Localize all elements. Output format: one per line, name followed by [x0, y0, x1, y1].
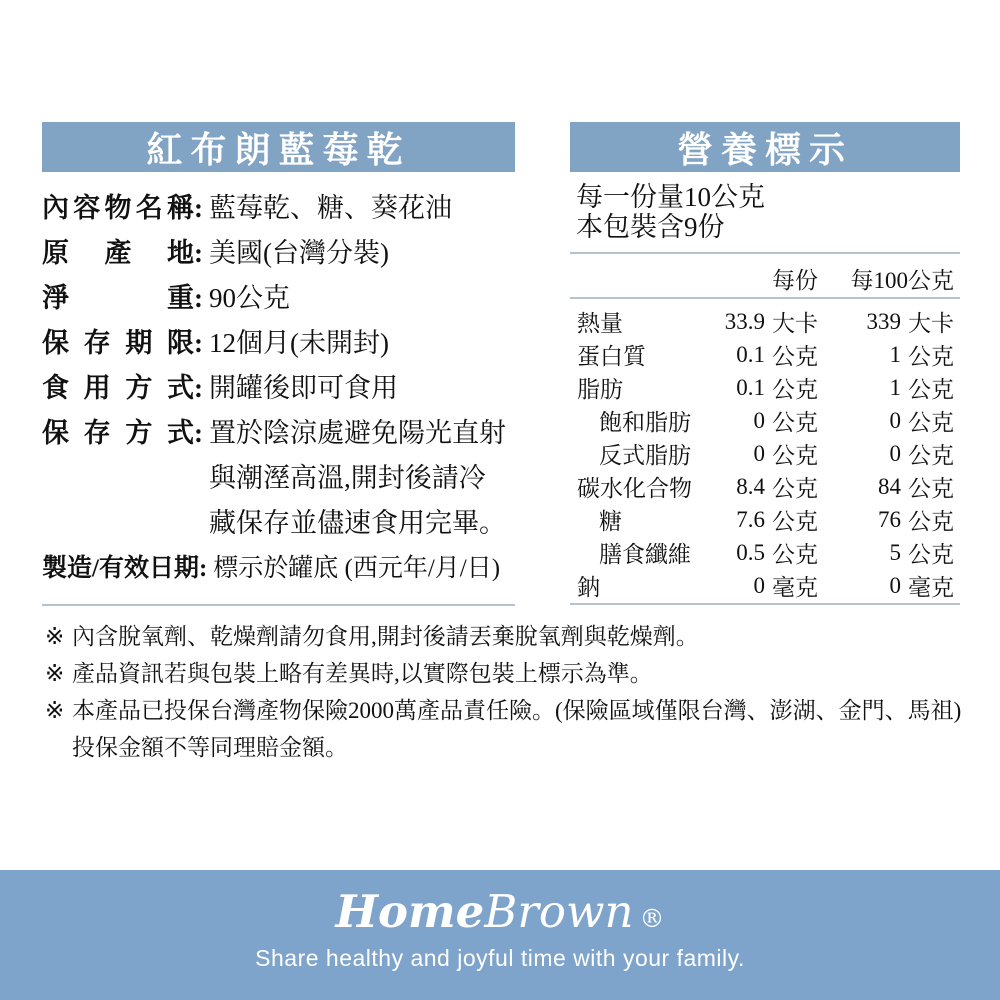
info-value: 90公克 — [209, 283, 290, 313]
per-100g-value: 0 — [889, 440, 901, 466]
notes-section — [45, 618, 975, 766]
note-packaging — [45, 655, 975, 692]
info-row-shelf-life — [42, 321, 530, 366]
per-serving-value: 0 — [753, 407, 765, 433]
per-serving-value: 0 — [753, 572, 765, 598]
info-row-net-weight — [42, 276, 530, 321]
table-row-carbohydrate — [570, 470, 960, 503]
storage-line-3: 藏保存並儘速食用完畢。 — [209, 508, 506, 538]
per-100g-value: 1 — [889, 341, 901, 367]
table-row-protein — [570, 338, 960, 371]
divider — [570, 252, 960, 254]
per-100g-value: 76 — [878, 506, 901, 532]
brand-tagline: Share healthy and joyful time with your family. — [255, 945, 745, 971]
per-serving-value: 0.1 — [736, 341, 765, 367]
nutrient-name: 蛋白質 — [577, 344, 646, 369]
product-title-bar — [42, 122, 515, 172]
note-marker: ※ — [45, 698, 65, 723]
info-value: 12個月(未開封) — [209, 328, 389, 358]
brand-footer — [0, 870, 1000, 1000]
info-row-contents — [42, 186, 530, 231]
per-serving-unit: 大卡 — [772, 311, 818, 336]
storage-line-2: 與潮溼高溫,開封後請冷 — [209, 463, 486, 493]
brand-logo-brown: Brown — [484, 885, 634, 938]
info-colon: : — [198, 555, 208, 582]
info-label: 原產地 — [42, 238, 194, 268]
table-row-sugar — [570, 503, 960, 536]
registered-trademark-icon: ® — [639, 904, 665, 933]
info-colon: : — [194, 238, 203, 268]
per-serving-unit: 公克 — [772, 410, 818, 435]
info-value: 開罐後即可食用 — [209, 373, 398, 403]
serving-info — [576, 182, 960, 242]
table-row-trans-fat — [570, 437, 960, 470]
per-100g-value: 0 — [889, 572, 901, 598]
nutrition-title: 營養標示 — [676, 129, 853, 170]
per-serving-unit: 公克 — [772, 509, 818, 534]
brand-logo — [335, 885, 665, 943]
product-info-panel — [42, 186, 530, 591]
info-value: 藍莓乾、糖、葵花油 — [209, 193, 452, 223]
info-colon: : — [194, 328, 203, 358]
per-100g-unit: 公克 — [908, 476, 954, 501]
info-colon: : — [194, 283, 203, 313]
note-deoxidizer — [45, 618, 975, 655]
per-serving-value: 7.6 — [736, 506, 765, 532]
servings-per-package: 本包裝含9份 — [576, 212, 725, 242]
nutrient-name: 膳食纖維 — [599, 542, 691, 567]
nutrient-name: 反式脂肪 — [599, 443, 691, 468]
divider — [570, 603, 960, 605]
nutrition-table-header — [570, 258, 960, 298]
info-colon: : — [194, 193, 203, 223]
nutrient-name: 碳水化合物 — [577, 476, 692, 501]
note-line: 本產品已投保台灣產物保險2000萬產品責任險。(保險區域僅限台灣、澎湖、金門、馬祖) — [72, 698, 962, 723]
column-header-per-100g: 每100公克 — [850, 267, 954, 293]
brand-logo-home: Home — [335, 885, 485, 938]
info-row-storage — [42, 411, 530, 546]
nutrient-name: 熱量 — [577, 311, 623, 336]
column-header-per-serving: 每份 — [772, 267, 818, 293]
nutrient-name: 飽和脂肪 — [599, 410, 691, 435]
note-marker: ※ — [45, 661, 65, 686]
per-100g-value: 84 — [878, 473, 901, 499]
serving-size: 每一份量10公克 — [576, 182, 765, 212]
product-title: 紅布朗藍莓乾 — [146, 129, 411, 170]
per-100g-value: 0 — [889, 407, 901, 433]
info-row-origin — [42, 231, 530, 276]
per-serving-unit: 毫克 — [772, 575, 818, 600]
per-serving-unit: 公克 — [772, 476, 818, 501]
info-colon: : — [194, 418, 203, 448]
per-serving-value: 0 — [753, 440, 765, 466]
per-100g-unit: 公克 — [908, 443, 954, 468]
per-100g-value: 5 — [889, 539, 901, 565]
table-row-fat — [570, 371, 960, 404]
per-100g-unit: 毫克 — [908, 575, 954, 600]
nutrient-name: 脂肪 — [577, 377, 623, 402]
per-serving-unit: 公克 — [772, 443, 818, 468]
nutrition-table — [570, 305, 960, 602]
nutrition-title-bar — [570, 122, 960, 172]
per-serving-unit: 公克 — [772, 377, 818, 402]
table-row-saturated-fat — [570, 404, 960, 437]
info-row-usage — [42, 366, 530, 411]
info-value: 美國(台灣分裝) — [209, 238, 389, 268]
per-100g-unit: 公克 — [908, 377, 954, 402]
nutrient-name: 糖 — [599, 509, 622, 534]
info-label: 保存方式 — [42, 418, 194, 448]
per-100g-unit: 公克 — [908, 542, 954, 567]
per-100g-unit: 公克 — [908, 410, 954, 435]
info-row-dates — [42, 546, 530, 591]
per-serving-value: 33.9 — [724, 308, 765, 334]
info-label: 淨重 — [42, 283, 194, 313]
note-line: 產品資訊若與包裝上略有差異時,以實際包裝上標示為準。 — [72, 661, 653, 686]
table-row-calories — [570, 305, 960, 338]
per-serving-unit: 公克 — [772, 542, 818, 567]
note-text — [72, 618, 699, 655]
note-line: 內含脫氧劑、乾燥劑請勿食用,開封後請丟棄脫氧劑與乾燥劑。 — [72, 624, 699, 649]
note-text — [72, 692, 961, 766]
info-label: 食用方式 — [42, 373, 194, 403]
table-row-sodium — [570, 569, 960, 602]
per-serving-value: 0.5 — [736, 539, 765, 565]
info-value: 標示於罐底 (西元年/月/日) — [213, 555, 501, 582]
per-serving-value: 0.1 — [736, 374, 765, 400]
per-100g-unit: 大卡 — [908, 311, 954, 336]
note-text — [72, 655, 653, 692]
per-100g-value: 339 — [866, 308, 901, 334]
note-insurance — [45, 692, 975, 766]
note-marker: ※ — [45, 624, 65, 649]
storage-line-1: 置於陰涼處避免陽光直射 — [209, 418, 506, 448]
per-100g-value: 1 — [889, 374, 901, 400]
divider — [42, 604, 515, 606]
per-100g-unit: 公克 — [908, 509, 954, 534]
info-label: 內容物名稱 — [42, 193, 194, 223]
table-row-dietary-fiber — [570, 536, 960, 569]
per-100g-unit: 公克 — [908, 344, 954, 369]
info-value-multiline — [209, 411, 506, 546]
note-line: 投保金額不等同理賠金額。 — [72, 735, 348, 760]
info-label: 製造/有效日期 — [42, 555, 199, 582]
per-serving-value: 8.4 — [736, 473, 765, 499]
per-serving-unit: 公克 — [772, 344, 818, 369]
info-label: 保存期限 — [42, 328, 194, 358]
nutrient-name: 鈉 — [577, 575, 600, 600]
info-colon: : — [194, 373, 203, 403]
